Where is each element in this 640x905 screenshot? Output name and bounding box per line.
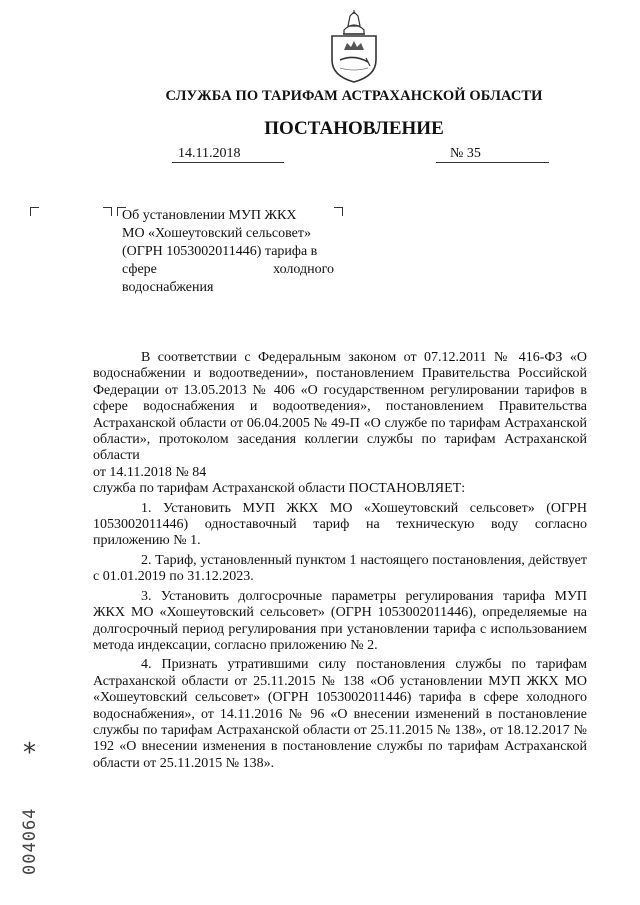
corner-mark [30, 207, 39, 216]
date-underline [172, 162, 284, 163]
serial-number: 004064 [20, 807, 40, 875]
preamble: В соответствии с Федеральным законом от 07.12.2011 № 416-ФЗ «О водоснабжении и водоотведении», постановлением Правительства Российской Федерации от 13.05.2013 № 406 «О государственном регулировании тарифов в сфере водоснабжения и водоотведения», постановлением Правительства Астраханской области от 06.04.2005 № 49-П «О службе по тарифам Астраханской области», протоколом заседания коллегии службы по тарифам Астраханской области [93, 350, 587, 464]
document-body [93, 350, 587, 772]
number-underline [436, 162, 549, 163]
resolution-item-1: 1. Установить МУП ЖКХ МО «Хошеутовский сельсовет» (ОГРН 1053002011446) одноставочный тариф на техническую воду согласно приложению № 1. [93, 500, 587, 549]
subject-line: (ОГРН 1053002011446) тарифа в [122, 244, 318, 259]
resolution-item-3: 3. Установить долгосрочные параметры регулирования тарифа МУП ЖКХ МО «Хошеутовский сельсовет» (ОГРН 1053002011446), определяемые на долгосрочный период регулирования при установлении тарифа с использованием метода индексации, согласно приложению № 2. [93, 588, 587, 653]
corner-mark [334, 207, 343, 216]
coat-of-arms-icon [326, 10, 382, 84]
serial-stamp [20, 740, 46, 875]
subject-line: Об установлении МУП ЖКХ [122, 208, 297, 223]
resolution-item-2: 2. Тариф, установленный пунктом 1 настоящего постановления, действует с 01.01.2019 по 31.12.2023. [93, 552, 587, 585]
document-number: № 35 [450, 146, 481, 161]
document-date: 14.11.2018 [178, 146, 241, 161]
preamble-end: от 14.11.2018 № 84 [93, 464, 207, 480]
subject-line: водоснабжения [122, 280, 214, 295]
resolution-item-4: 4. Признать утратившими силу постановления службы по тарифам Астраханской области от 25.11.2015 № 138 «Об установлении МУП ЖКХ МО «Хошеутовский сельсовет» (ОГРН 1053002011446) тарифа в сфере холодного водоснабжения», от 14.11.2016 № 96 «О внесении изменений в постановление службы по тарифам Астраханской области от 25.11.2015 № 138», от 18.12.2017 № 192 «О внесении изменения в постановление службы по тарифам Астраханской области от 25.11.2015 № 138». [93, 657, 587, 771]
stamp-asterisk: * [23, 738, 36, 768]
resolves-clause: служба по тарифам Астраханской области ПОСТАНОВЛЯЕТ: [93, 481, 466, 497]
subject-line: сфере холодного [122, 262, 334, 277]
document-type-title: ПОСТАНОВЛЕНИЕ [264, 118, 444, 139]
subject-line: МО «Хошеутовский сельсовет» [122, 226, 311, 241]
corner-mark [103, 207, 112, 216]
agency-name: СЛУЖБА ПО ТАРИФАМ АСТРАХАНСКОЙ ОБЛАСТИ [165, 88, 543, 104]
document-subject [122, 207, 334, 297]
